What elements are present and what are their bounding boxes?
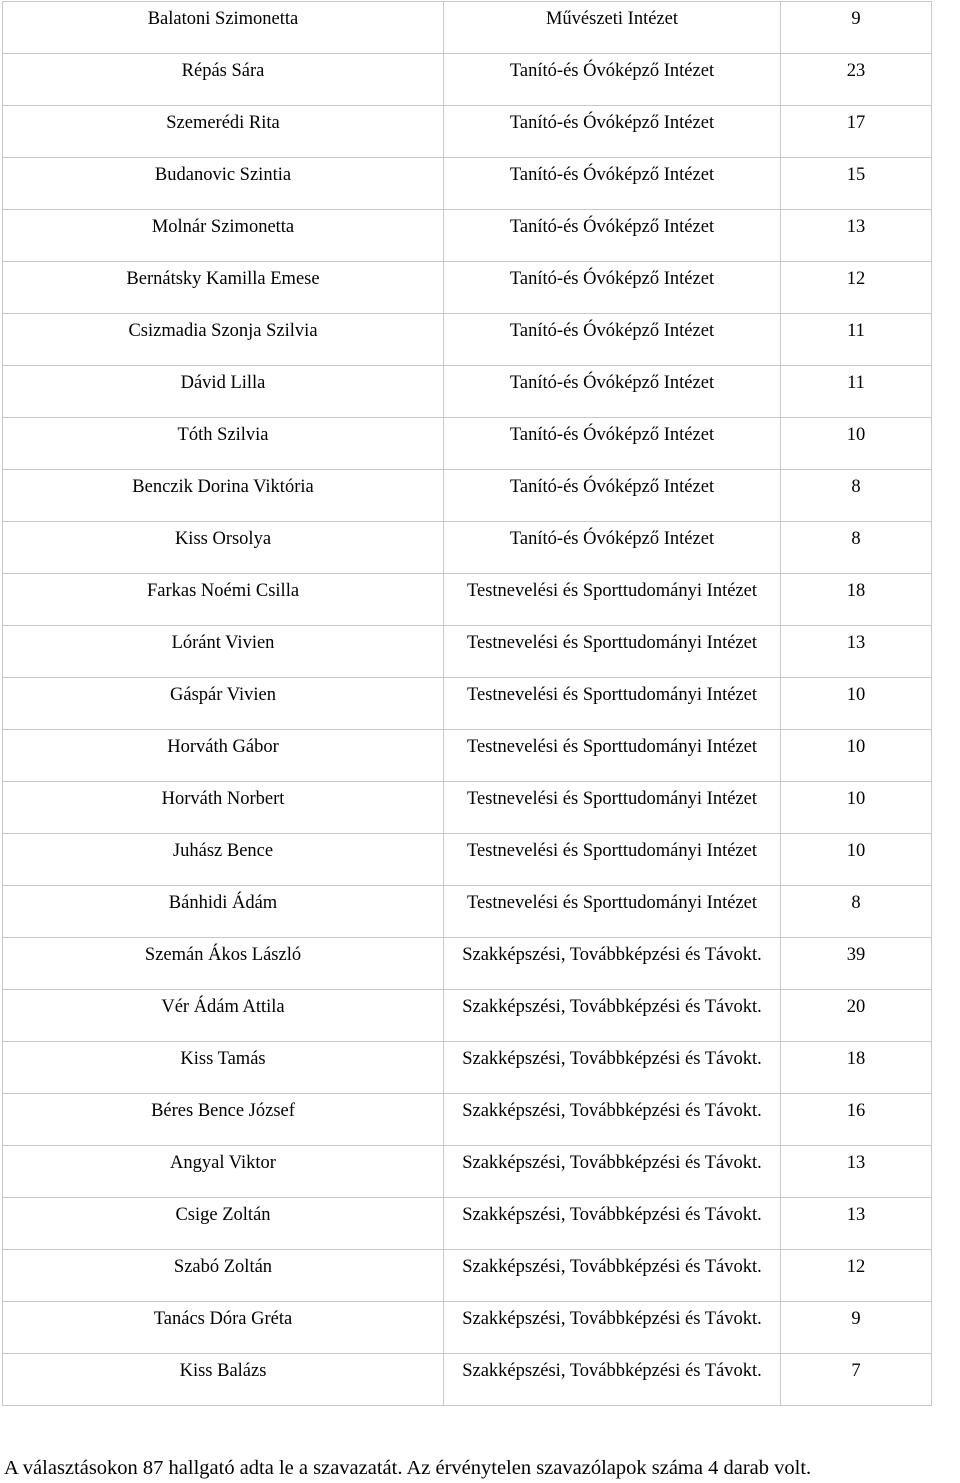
- vote-count-cell: [781, 1354, 932, 1406]
- vote-count-cell-text: 13: [846, 1205, 866, 1225]
- candidate-name-cell-text: Horváth Gábor: [167, 737, 279, 757]
- table-row: [3, 2, 932, 54]
- vote-count-cell: [781, 1146, 932, 1198]
- candidate-name-cell: [3, 2, 444, 54]
- institute-cell-text: Szakképszési, Továbbképzési és Távokt.: [462, 997, 762, 1017]
- candidate-name-cell-text: Horváth Norbert: [161, 789, 285, 809]
- footer-note: A választásokon 87 hallgató adta le a szavazatát. Az érvénytelen szavazólapok száma 4 darab volt.: [4, 1457, 812, 1479]
- institute-cell-text: Tanító-és Óvóképző Intézet: [509, 425, 715, 445]
- candidate-name-cell: [3, 990, 444, 1042]
- institute-cell: [444, 730, 781, 782]
- vote-count-cell: [781, 418, 932, 470]
- institute-cell-text: Tanító-és Óvóképző Intézet: [509, 113, 715, 133]
- vote-count-cell-text: 18: [846, 581, 866, 601]
- institute-cell: [444, 990, 781, 1042]
- institute-cell-text: Tanító-és Óvóképző Intézet: [509, 373, 715, 393]
- vote-count-cell: [781, 314, 932, 366]
- vote-count-cell: [781, 782, 932, 834]
- vote-count-cell-text: 12: [846, 1257, 866, 1277]
- institute-cell: [444, 626, 781, 678]
- vote-count-cell-text: 39: [846, 945, 866, 965]
- vote-count-cell: [781, 678, 932, 730]
- institute-cell-text: Tanító-és Óvóképző Intézet: [509, 217, 715, 237]
- vote-count-cell: [781, 626, 932, 678]
- vote-count-cell: [781, 1094, 932, 1146]
- institute-cell: [444, 158, 781, 210]
- vote-count-cell-text: 8: [851, 477, 861, 497]
- vote-count-cell: [781, 834, 932, 886]
- institute-cell-text: Testnevelési és Sporttudományi Intézet: [466, 633, 757, 653]
- institute-cell-text: Művészeti Intézet: [545, 9, 678, 29]
- institute-cell: [444, 1094, 781, 1146]
- candidate-name-cell: [3, 626, 444, 678]
- candidate-name-cell: [3, 574, 444, 626]
- vote-count-cell-text: 15: [846, 165, 866, 185]
- table-row: [3, 314, 932, 366]
- candidate-name-cell-text: Kiss Tamás: [180, 1049, 266, 1069]
- institute-cell-text: Tanító-és Óvóképző Intézet: [509, 61, 715, 81]
- institute-cell: [444, 54, 781, 106]
- institute-cell: [444, 366, 781, 418]
- candidate-name-cell-text: Angyal Viktor: [170, 1153, 276, 1173]
- institute-cell: [444, 1250, 781, 1302]
- candidate-name-cell: [3, 314, 444, 366]
- institute-cell: [444, 938, 781, 990]
- candidate-name-cell-text: Szemerédi Rita: [166, 113, 280, 133]
- table-row: [3, 1250, 932, 1302]
- vote-count-cell: [781, 262, 932, 314]
- institute-cell: [444, 574, 781, 626]
- vote-count-cell-text: 10: [846, 685, 866, 705]
- table-row: [3, 1302, 932, 1354]
- vote-count-cell-text: 9: [851, 1309, 861, 1329]
- vote-count-cell: [781, 1198, 932, 1250]
- vote-count-cell-text: 11: [847, 373, 865, 393]
- institute-cell: [444, 418, 781, 470]
- table-row: [3, 262, 932, 314]
- vote-count-cell-text: 10: [846, 425, 866, 445]
- table-row: [3, 782, 932, 834]
- candidate-name-cell-text: Kiss Balázs: [179, 1361, 267, 1381]
- vote-count-cell: [781, 938, 932, 990]
- candidate-name-cell-text: Benczik Dorina Viktória: [132, 477, 314, 497]
- vote-count-cell-text: 10: [846, 789, 866, 809]
- candidate-name-cell: [3, 470, 444, 522]
- candidate-name-cell: [3, 210, 444, 262]
- vote-count-cell: [781, 158, 932, 210]
- candidate-name-cell: [3, 106, 444, 158]
- institute-cell: [444, 210, 781, 262]
- candidate-name-cell: [3, 1042, 444, 1094]
- candidate-name-cell-text: Juhász Bence: [172, 841, 274, 861]
- table-row: [3, 834, 932, 886]
- vote-count-cell-text: 7: [851, 1361, 861, 1381]
- candidate-name-cell: [3, 678, 444, 730]
- institute-cell-text: Tanító-és Óvóképző Intézet: [509, 321, 715, 341]
- table-row: [3, 678, 932, 730]
- candidate-name-cell-text: Kiss Orsolya: [174, 529, 272, 549]
- vote-count-cell: [781, 886, 932, 938]
- table-row: [3, 886, 932, 938]
- institute-cell: [444, 782, 781, 834]
- vote-count-cell: [781, 2, 932, 54]
- candidate-name-cell-text: Dávid Lilla: [180, 373, 266, 393]
- candidate-name-cell-text: Vér Ádám Attila: [161, 997, 285, 1017]
- institute-cell-text: Testnevelési és Sporttudományi Intézet: [466, 841, 757, 861]
- vote-count-cell: [781, 54, 932, 106]
- institute-cell: [444, 886, 781, 938]
- institute-cell: [444, 678, 781, 730]
- table-row: [3, 158, 932, 210]
- candidate-name-cell: [3, 262, 444, 314]
- table-row: [3, 470, 932, 522]
- candidate-name-cell: [3, 834, 444, 886]
- table-row: [3, 938, 932, 990]
- table-row: [3, 210, 932, 262]
- vote-count-cell: [781, 990, 932, 1042]
- table-row: [3, 106, 932, 158]
- institute-cell: [444, 1146, 781, 1198]
- vote-count-cell: [781, 1250, 932, 1302]
- table-row: [3, 54, 932, 106]
- table-row: [3, 990, 932, 1042]
- candidate-name-cell: [3, 938, 444, 990]
- candidate-name-cell-text: Balatoni Szimonetta: [147, 9, 299, 29]
- candidate-name-cell-text: Bánhidi Ádám: [168, 893, 278, 913]
- vote-count-cell-text: 13: [846, 217, 866, 237]
- institute-cell-text: Testnevelési és Sporttudományi Intézet: [466, 685, 757, 705]
- institute-cell-text: Szakképszési, Továbbképzési és Távokt.: [462, 1309, 762, 1329]
- institute-cell: [444, 2, 781, 54]
- institute-cell: [444, 1354, 781, 1406]
- table-row: [3, 1146, 932, 1198]
- table-row: [3, 366, 932, 418]
- vote-count-cell-text: 8: [851, 893, 861, 913]
- vote-count-cell-text: 16: [846, 1101, 866, 1121]
- candidate-name-cell-text: Tóth Szilvia: [177, 425, 269, 445]
- candidate-name-cell-text: Gáspár Vivien: [170, 685, 276, 705]
- candidate-name-cell: [3, 366, 444, 418]
- vote-count-cell: [781, 366, 932, 418]
- table-row: [3, 730, 932, 782]
- vote-count-cell: [781, 730, 932, 782]
- table-row: [3, 626, 932, 678]
- vote-count-cell: [781, 1042, 932, 1094]
- institute-cell-text: Szakképszési, Továbbképzési és Távokt.: [462, 1257, 762, 1277]
- institute-cell-text: Testnevelési és Sporttudományi Intézet: [466, 789, 757, 809]
- candidate-name-cell-text: Szabó Zoltán: [173, 1257, 273, 1277]
- vote-count-cell-text: 8: [851, 529, 861, 549]
- institute-cell-text: Testnevelési és Sporttudományi Intézet: [466, 737, 757, 757]
- vote-count-cell-text: 20: [846, 997, 866, 1017]
- vote-count-cell-text: 10: [846, 841, 866, 861]
- institute-cell-text: Szakképszési, Továbbképzési és Távokt.: [462, 1361, 762, 1381]
- table-row: [3, 1198, 932, 1250]
- vote-count-cell-text: 11: [847, 321, 865, 341]
- candidate-name-cell-text: Tanács Dóra Gréta: [153, 1309, 293, 1329]
- institute-cell-text: Tanító-és Óvóképző Intézet: [509, 165, 715, 185]
- institute-cell-text: Szakképszési, Továbbképzési és Távokt.: [462, 945, 762, 965]
- candidate-name-cell-text: Budanovic Szintia: [154, 165, 292, 185]
- vote-count-cell: [781, 210, 932, 262]
- vote-count-cell-text: 13: [846, 633, 866, 653]
- table-row: [3, 1354, 932, 1406]
- candidate-name-cell-text: Csizmadia Szonja Szilvia: [128, 321, 318, 341]
- institute-cell-text: Tanító-és Óvóképző Intézet: [509, 477, 715, 497]
- table-row: [3, 574, 932, 626]
- institute-cell: [444, 1042, 781, 1094]
- candidate-name-cell: [3, 1146, 444, 1198]
- candidate-name-cell: [3, 1250, 444, 1302]
- candidate-name-cell: [3, 54, 444, 106]
- vote-count-cell-text: 13: [846, 1153, 866, 1173]
- institute-cell-text: Testnevelési és Sporttudományi Intézet: [466, 581, 757, 601]
- institute-cell-text: Szakképszési, Továbbképzési és Távokt.: [462, 1049, 762, 1069]
- candidate-name-cell: [3, 1354, 444, 1406]
- candidate-name-cell: [3, 782, 444, 834]
- candidate-name-cell-text: Csige Zoltán: [175, 1205, 271, 1225]
- institute-cell: [444, 1198, 781, 1250]
- candidate-name-cell-text: Béres Bence József: [151, 1101, 295, 1121]
- candidate-name-cell-text: Bernátsky Kamilla Emese: [126, 269, 320, 289]
- candidate-name-cell-text: Répás Sára: [181, 61, 265, 81]
- vote-count-cell: [781, 522, 932, 574]
- candidate-name-cell-text: Molnár Szimonetta: [151, 217, 295, 237]
- results-table-body: [3, 2, 932, 1406]
- candidate-name-cell: [3, 522, 444, 574]
- institute-cell: [444, 1302, 781, 1354]
- vote-count-cell-text: 18: [846, 1049, 866, 1069]
- candidate-name-cell-text: Farkas Noémi Csilla: [146, 581, 300, 601]
- institute-cell: [444, 522, 781, 574]
- candidate-name-cell-text: Szemán Ákos László: [144, 945, 302, 965]
- candidate-name-cell-text: Lóránt Vivien: [171, 633, 275, 653]
- table-row: [3, 1094, 932, 1146]
- institute-cell: [444, 106, 781, 158]
- candidate-name-cell: [3, 730, 444, 782]
- candidate-name-cell: [3, 1094, 444, 1146]
- institute-cell-text: Szakképszési, Továbbképzési és Távokt.: [462, 1153, 762, 1173]
- institute-cell: [444, 834, 781, 886]
- candidate-name-cell: [3, 1302, 444, 1354]
- vote-count-cell-text: 17: [846, 113, 866, 133]
- candidate-name-cell: [3, 886, 444, 938]
- table-row: [3, 1042, 932, 1094]
- candidate-name-cell: [3, 418, 444, 470]
- table-row: [3, 418, 932, 470]
- vote-count-cell: [781, 106, 932, 158]
- vote-count-cell-text: 9: [851, 9, 861, 29]
- institute-cell-text: Szakképszési, Továbbképzési és Távokt.: [462, 1205, 762, 1225]
- institute-cell: [444, 314, 781, 366]
- institute-cell-text: Szakképszési, Továbbképzési és Távokt.: [462, 1101, 762, 1121]
- vote-count-cell-text: 23: [846, 61, 866, 81]
- candidate-name-cell: [3, 1198, 444, 1250]
- institute-cell-text: Testnevelési és Sporttudományi Intézet: [466, 893, 757, 913]
- results-table: [2, 1, 932, 1406]
- institute-cell: [444, 470, 781, 522]
- vote-count-cell: [781, 1302, 932, 1354]
- table-row: [3, 522, 932, 574]
- vote-count-cell-text: 12: [846, 269, 866, 289]
- vote-count-cell: [781, 574, 932, 626]
- institute-cell: [444, 262, 781, 314]
- institute-cell-text: Tanító-és Óvóképző Intézet: [509, 529, 715, 549]
- candidate-name-cell: [3, 158, 444, 210]
- institute-cell-text: Tanító-és Óvóképző Intézet: [509, 269, 715, 289]
- vote-count-cell: [781, 470, 932, 522]
- vote-count-cell-text: 10: [846, 737, 866, 757]
